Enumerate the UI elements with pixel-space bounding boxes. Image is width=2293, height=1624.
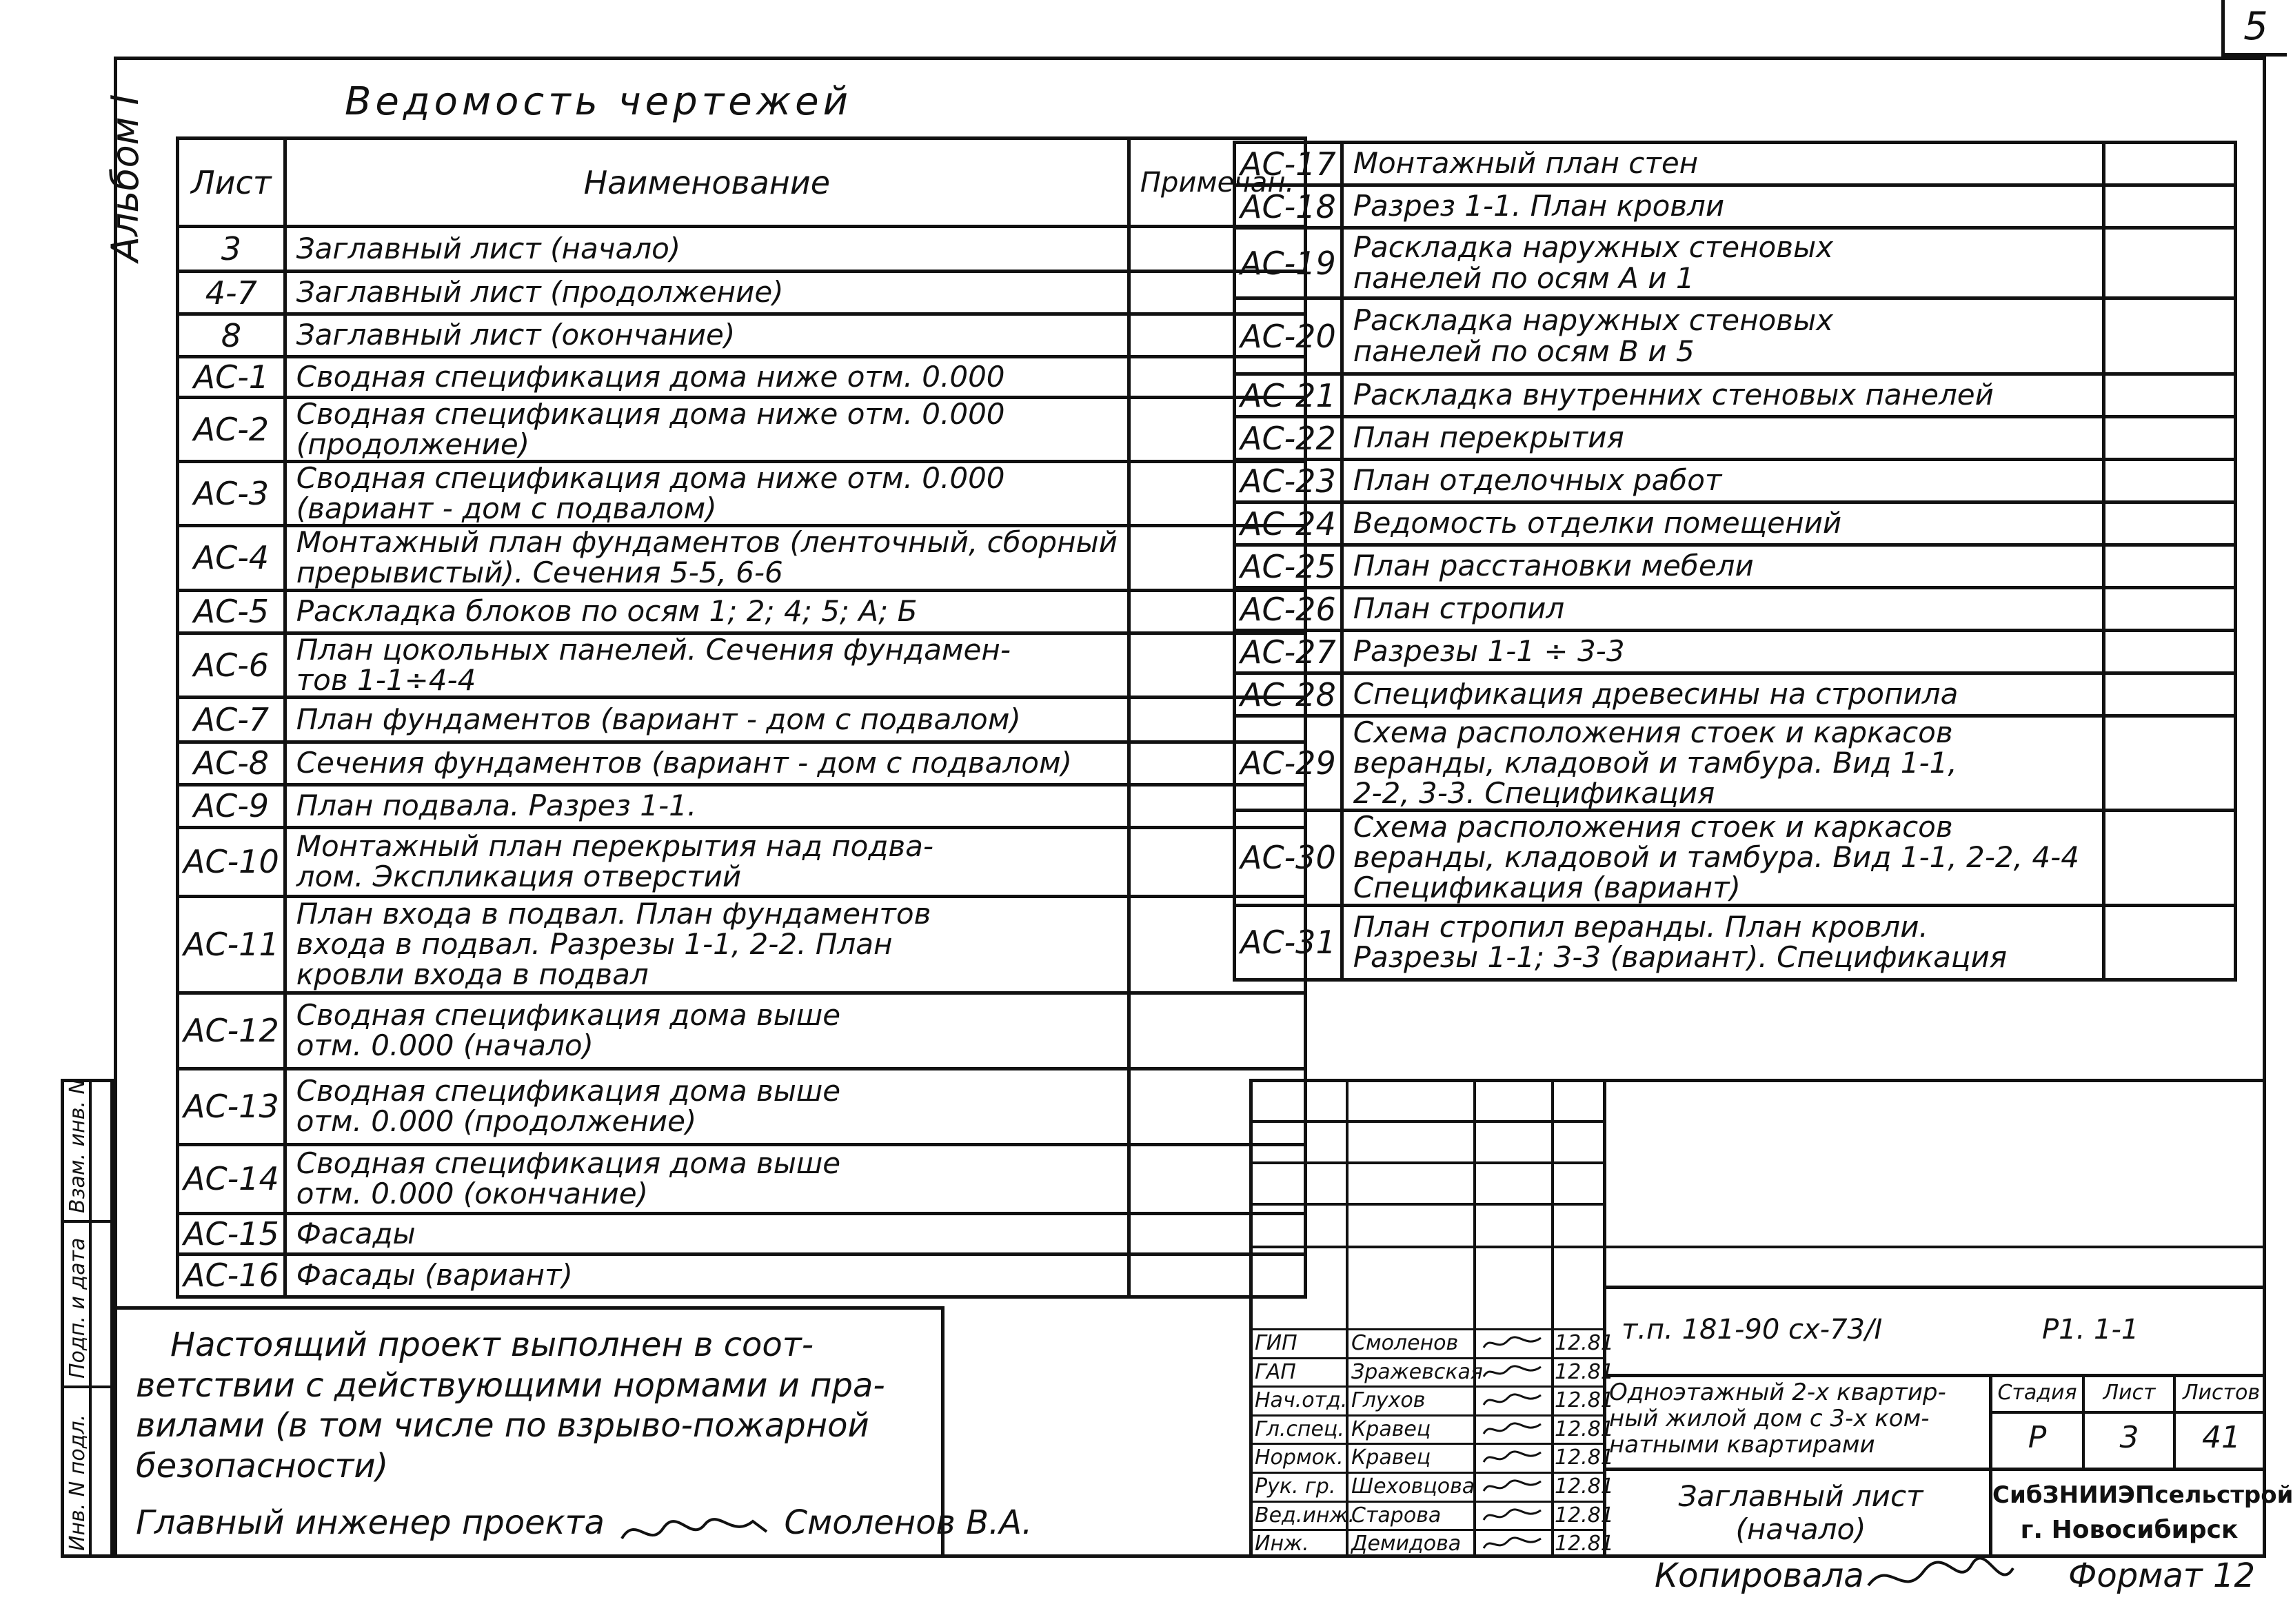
sheet-note [2103, 631, 2235, 673]
sheet-name [285, 827, 1129, 896]
sheet-title-line: Заглавный лист [1678, 1479, 1923, 1513]
sheet-name [285, 993, 1129, 1068]
sheet-number: 5 [2221, 0, 2287, 57]
staff-date: 12.81 [1555, 1474, 1614, 1499]
sheet-name [1342, 298, 2103, 374]
table-row [178, 1144, 1306, 1213]
sheet-name-line: План расстановки мебели [1353, 549, 1754, 583]
sheet-code: 3 [178, 227, 285, 272]
sheet-title-line: (начало) [1735, 1512, 1866, 1547]
revision-grid-line [1249, 1203, 1603, 1206]
signature-icon [1480, 1477, 1546, 1499]
table-row [178, 742, 1306, 784]
table-row [178, 827, 1306, 896]
sheet-name-line: Сводная спецификация дома выше [296, 1074, 841, 1108]
table-row [1235, 631, 2236, 673]
header-name: Наименование [285, 139, 1129, 227]
table-row [178, 272, 1306, 314]
sheet-note [2103, 417, 2235, 460]
table-row [1235, 673, 2236, 716]
staff-date: 12.81 [1555, 1445, 1614, 1470]
sheet-name [1342, 143, 2103, 185]
sheet-note [2103, 503, 2235, 545]
sheet-name-line: Раскладка блоков по осям 1; 2; 4; 5; А; Б [296, 594, 918, 629]
sheet-name [1342, 905, 2103, 980]
sheet-note [2103, 905, 2235, 980]
table-row [178, 896, 1306, 993]
sheet-name-line: (продолжение) [296, 427, 530, 462]
table-row [1235, 228, 2236, 298]
table-row [178, 590, 1306, 633]
note-line-1: Настоящий проект выполнен в соот- [170, 1326, 814, 1364]
table-row [178, 1068, 1306, 1144]
sheet-note [1129, 993, 1305, 1068]
sheet-name [285, 398, 1129, 462]
table-row [178, 697, 1306, 742]
sheet-name-line: Спецификация древесины на стропила [1353, 677, 1959, 711]
table-row [1235, 374, 2236, 417]
format-label: Формат 12 [2068, 1556, 2256, 1595]
sheet-code: АС-3 [178, 462, 285, 526]
header-sheet: Лист [178, 139, 285, 227]
organization [1992, 1479, 2293, 1548]
sheets-value: 41 [2202, 1420, 2241, 1455]
table-row [1235, 716, 2236, 811]
sheet-name [285, 526, 1129, 590]
sheet-title [1635, 1480, 1966, 1547]
sheet-code: АС-15 [178, 1213, 285, 1254]
sheet-code: АС-6 [178, 633, 285, 697]
table-row [178, 357, 1306, 398]
table-row [178, 784, 1306, 827]
sheet-code: АС-4 [178, 526, 285, 590]
sheet-name-line: Схема расположения стоек и каркасов [1353, 810, 1953, 844]
signature-icon [1480, 1334, 1546, 1356]
sheet-note [2103, 545, 2235, 588]
album-part: Р1. 1-1 [2042, 1314, 2139, 1346]
revision-grid-line [1249, 1161, 1603, 1164]
sheet-name-line: План стропил [1353, 591, 1565, 626]
sheet-note [2103, 228, 2235, 298]
signature-icon [1480, 1448, 1546, 1470]
stage-value: Р [2028, 1420, 2047, 1455]
sheet-name [285, 784, 1129, 827]
sheet-name-line: План отделочных работ [1353, 463, 1722, 498]
staff-row-line [1249, 1443, 1603, 1445]
sheet-name-line: отм. 0.000 (окончание) [296, 1177, 648, 1211]
staff-role: Нормок. [1255, 1445, 1344, 1470]
sheet-name [285, 314, 1129, 357]
sheet-code: АС-19 [1235, 228, 1342, 298]
sheet-name [285, 697, 1129, 742]
sheet-label: Лист [2103, 1381, 2156, 1405]
sheet-name-line: Монтажный план стен [1353, 146, 1699, 181]
staff-row-line [1249, 1357, 1603, 1359]
sheet-name-line: Разрезы 1-1; 3-3 (вариант). Спецификация [1353, 940, 2008, 975]
sheet-code: АС-13 [178, 1068, 285, 1144]
staff-role: Гл.спец. [1255, 1417, 1344, 1441]
staff-role: Инж. [1255, 1532, 1309, 1556]
staff-role: Рук. гр. [1255, 1474, 1336, 1499]
table-row [1235, 185, 2236, 228]
revision-grid-line [1249, 1120, 1603, 1123]
sheet-name-line: Фасады [296, 1216, 416, 1250]
sheet-name [1342, 588, 2103, 631]
sheet-code: АС-24 [1235, 503, 1342, 545]
drawings-list-left [176, 136, 1307, 1299]
sheet-name-line: Сводная спецификация дома выше [296, 998, 841, 1033]
staff-role: ГАП [1255, 1359, 1296, 1384]
sheet-name [285, 1144, 1129, 1213]
sheet-name-line: кровли входа в подвал [296, 957, 649, 992]
sheet-code: АС-28 [1235, 673, 1342, 716]
chief-engineer-label: Главный инженер проекта [136, 1503, 605, 1543]
sheet-name [285, 1213, 1129, 1254]
staff-name: Шеховцова [1351, 1474, 1475, 1499]
copied-label: Копировала [1655, 1556, 1864, 1595]
staff-name: Кравец [1351, 1417, 1431, 1441]
note-line-4: безопасности) [136, 1446, 389, 1485]
sheet-code: АС-30 [1235, 811, 1342, 905]
sheet-name-line: Разрезы 1-1 ÷ 3-3 [1353, 634, 1625, 669]
side-label-sign: Подп. и дата [65, 1237, 90, 1379]
sheet-note [2103, 673, 2235, 716]
project-title-line: Одноэтажный 2-х квартир- [1609, 1379, 1946, 1406]
sheet-name-line: входа в подвал. Разрезы 1-1, 2-2. План [296, 927, 893, 962]
sheet-code: АС-23 [1235, 460, 1342, 503]
sheet-code: АС-1 [178, 357, 285, 398]
sheet-name [1342, 503, 2103, 545]
sheet-name [285, 1254, 1129, 1297]
project-title [1609, 1379, 1946, 1458]
sheet-name [285, 633, 1129, 697]
sheet-code: АС-2 [178, 398, 285, 462]
copier-signature-icon [1861, 1551, 2020, 1609]
sheet-code: АС-12 [178, 993, 285, 1068]
sheet-note [2103, 143, 2235, 185]
table-row [178, 993, 1306, 1068]
sheet-code: АС-20 [1235, 298, 1342, 374]
staff-date: 12.81 [1555, 1417, 1614, 1441]
sheet-name-line: План входа в подвал. План фундаментов [296, 897, 931, 931]
staff-row-line [1249, 1414, 1603, 1417]
table-row [1235, 143, 2236, 185]
staff-name: Кравец [1351, 1445, 1431, 1470]
sheet-code: АС-22 [1235, 417, 1342, 460]
table-row [178, 1254, 1306, 1297]
sheet-name-line: лом. Экспликация отверстий [296, 860, 742, 894]
album-label: Альбом I [103, 94, 147, 262]
sheet-name-line: Заглавный лист (продолжение) [296, 275, 784, 309]
note-line-3: вилами (в том числе по взрыво-пожарной [136, 1406, 869, 1445]
sheet-name-line: Сечения фундаментов (вариант - дом с подвалом) [296, 746, 1073, 780]
sheet-name [1342, 417, 2103, 460]
sheet-code: АС-27 [1235, 631, 1342, 673]
staff-date: 12.81 [1555, 1359, 1614, 1384]
header-note: Примечан. [1129, 139, 1305, 227]
sheet-name [1342, 545, 2103, 588]
sheet-code: АС-31 [1235, 905, 1342, 980]
drawings-list-right [1233, 141, 2237, 982]
sheet-name [1342, 460, 2103, 503]
sheet-name-line: 2-2, 3-3. Спецификация [1353, 776, 1715, 811]
sheet-name-line: План цокольных панелей. Сечения фундамен- [296, 632, 1011, 667]
sheet-name-line: План подвала. Разрез 1-1. [296, 789, 697, 823]
sheet-code: АС-5 [178, 590, 285, 633]
sheet-name-line: Раскладка внутренних стеновых панелей [1353, 378, 1994, 412]
staff-name: Демидова [1351, 1532, 1462, 1556]
table-row [1235, 905, 2236, 980]
project-title-line: ный жилой дом с 3-х ком- [1609, 1405, 1930, 1433]
staff-date: 12.81 [1555, 1532, 1614, 1556]
staff-name: Старова [1351, 1503, 1442, 1527]
stage-label: Стадия [1997, 1381, 2077, 1405]
sheet-note [2103, 460, 2235, 503]
sheet-name-line: прерывистый). Сечения 5-5, 6-6 [296, 556, 783, 590]
staff-role: ГИП [1255, 1331, 1297, 1355]
signature-icon [1480, 1363, 1546, 1385]
sheet-code: АС-10 [178, 827, 285, 896]
organization-name: СибЗНИИЭПсельстрой [1992, 1481, 2293, 1509]
compliance-note [114, 1306, 1033, 1554]
staff-role: Вед.инж. [1255, 1503, 1355, 1527]
sheet-note [2103, 716, 2235, 811]
sheet-name-line: Заглавный лист (начало) [296, 231, 681, 265]
sheets-label: Листов [2182, 1381, 2261, 1405]
sheet-name-line: отм. 0.000 (продолжение) [296, 1104, 697, 1139]
sheet-name [285, 272, 1129, 314]
sheet-note [2103, 374, 2235, 417]
table-row [178, 227, 1306, 272]
table-row [178, 526, 1306, 590]
note-line-2: ветствии с действующими нормами и пра- [136, 1366, 885, 1405]
sheet-name [285, 462, 1129, 526]
staff-date: 12.81 [1555, 1331, 1614, 1355]
table-row [178, 1213, 1306, 1254]
page-title: Ведомость чертежей [345, 79, 853, 124]
sheet-name-line: (вариант - дом с подвалом) [296, 491, 717, 526]
sheet-code: АС-16 [178, 1254, 285, 1297]
table-row [1235, 588, 2236, 631]
side-label-inv: Инв. N подл. [65, 1414, 90, 1551]
sheet-code: АС-7 [178, 697, 285, 742]
sheet-name [1342, 374, 2103, 417]
sheet-name-line: Ведомость отделки помещений [1353, 506, 1842, 540]
revision-grid-line [1249, 1246, 1603, 1248]
sheet-name-line: Сводная спецификация дома ниже отм. 0.000 [296, 461, 1005, 496]
sheet-code: АС-26 [1235, 588, 1342, 631]
sheet-name-line: План фундаментов (вариант - дом с подвалом) [296, 702, 1021, 736]
sheet-code: АС-21 [1235, 374, 1342, 417]
staff-row-line [1249, 1472, 1603, 1474]
sheet-note [2103, 185, 2235, 228]
sheet-name [1342, 185, 2103, 228]
table-row [1235, 811, 2236, 905]
sheet-code: АС-14 [178, 1144, 285, 1213]
project-code: т.п. 181-90 сх-73/I [1622, 1314, 1883, 1346]
signature-icon [1480, 1506, 1546, 1528]
sheet-note [2103, 298, 2235, 374]
staff-role: Нач.отд. [1255, 1388, 1348, 1413]
sheet-value: 3 [2119, 1420, 2139, 1455]
sheet-name [285, 227, 1129, 272]
sheet-name [285, 357, 1129, 398]
sheet-code: АС-8 [178, 742, 285, 784]
sheet-name [1342, 631, 2103, 673]
sheet-name-line: тов 1-1÷4-4 [296, 662, 476, 697]
sheet-name-line: План перекрытия [1353, 420, 1624, 455]
sheet-note [2103, 588, 2235, 631]
sheet-name-line: панелей по осям В и 5 [1353, 334, 1695, 368]
sheet-name [285, 896, 1129, 993]
sheet-code: АС-17 [1235, 143, 1342, 185]
sheet-name-line: Монтажный план фундаментов (ленточный, сборный [296, 525, 1118, 560]
staff-date: 12.81 [1555, 1388, 1614, 1413]
sheet-code: АС-9 [178, 784, 285, 827]
organization-city: г. Новосибирск [2020, 1516, 2239, 1545]
sheet-name [285, 590, 1129, 633]
sheet-note [2103, 811, 2235, 905]
sheet-name-line: Раскладка наружных стеновых [1353, 230, 1834, 265]
sheet-code: АС-29 [1235, 716, 1342, 811]
signature-icon [1480, 1420, 1546, 1442]
staff-row-line [1249, 1501, 1603, 1503]
sheet-name-line: Сводная спецификация дома ниже отм. 0.000 [296, 359, 1005, 394]
sheet-name-line: панелей по осям А и 1 [1353, 261, 1695, 295]
table-row [1235, 460, 2236, 503]
staff-date: 12.81 [1555, 1503, 1614, 1527]
title-block [1249, 1079, 2293, 1558]
staff-name: Зражевская [1351, 1359, 1483, 1384]
staff-row-line [1249, 1529, 1603, 1531]
signature-icon [1480, 1534, 1546, 1556]
sheet-name-line: веранды, кладовой и тамбура. Вид 1-1, [1353, 746, 1957, 780]
sheet-code: АС-11 [178, 896, 285, 993]
sheet-name-line: Спецификация (вариант) [1353, 871, 1741, 905]
table-row [1235, 503, 2236, 545]
sheet-name-line: Заглавный лист (окончание) [296, 318, 736, 352]
sheet-name-line: Сводная спецификация дома выше [296, 1146, 841, 1181]
staff-name: Смоленов [1351, 1331, 1459, 1355]
table-row [178, 314, 1306, 357]
sheet-name-line: Сводная спецификация дома ниже отм. 0.000 [296, 397, 1005, 431]
chief-engineer-name: Смоленов В.А. [784, 1503, 1033, 1543]
signature-icon [615, 1511, 774, 1539]
staff-row-line [1249, 1386, 1603, 1388]
table-row [178, 398, 1306, 462]
sheet-name [285, 742, 1129, 784]
sheet-name-line: отм. 0.000 (начало) [296, 1028, 594, 1063]
sheet-name-line: веранды, кладовой и тамбура. Вид 1-1, 2-2, 4-4 [1353, 840, 2079, 875]
table-row [178, 633, 1306, 697]
sheet-name [1342, 811, 2103, 905]
sheet-code: 8 [178, 314, 285, 357]
side-strip [61, 1079, 114, 1558]
table-row [1235, 298, 2236, 374]
table-row [1235, 417, 2236, 460]
staff-name: Глухов [1351, 1388, 1426, 1413]
sheet-code: 4-7 [178, 272, 285, 314]
sheet-name-line: Монтажный план перекрытия над подва- [296, 829, 934, 864]
sheet-name-line: Схема расположения стоек и каркасов [1353, 715, 1953, 749]
sheet-name [285, 1068, 1129, 1144]
sheet-name-line: Разрез 1-1. План кровли [1353, 189, 1725, 223]
sheet-name-line: Раскладка наружных стеновых [1353, 303, 1834, 338]
table-row [1235, 545, 2236, 588]
sheet-code: АС-25 [1235, 545, 1342, 588]
project-title-line: натными квартирами [1609, 1431, 1875, 1459]
sheet-name-line: Фасады (вариант) [296, 1258, 573, 1292]
sheet-name [1342, 673, 2103, 716]
sheet-name [1342, 716, 2103, 811]
sheet-name [1342, 228, 2103, 298]
sheet-name-line: План стропил веранды. План кровли. [1353, 909, 1928, 944]
signature-icon [1480, 1391, 1546, 1413]
table-row [178, 462, 1306, 526]
side-label-replace: Взам. инв. N [65, 1079, 90, 1213]
sheet-code: АС-18 [1235, 185, 1342, 228]
staff-row-line [1249, 1328, 1603, 1330]
